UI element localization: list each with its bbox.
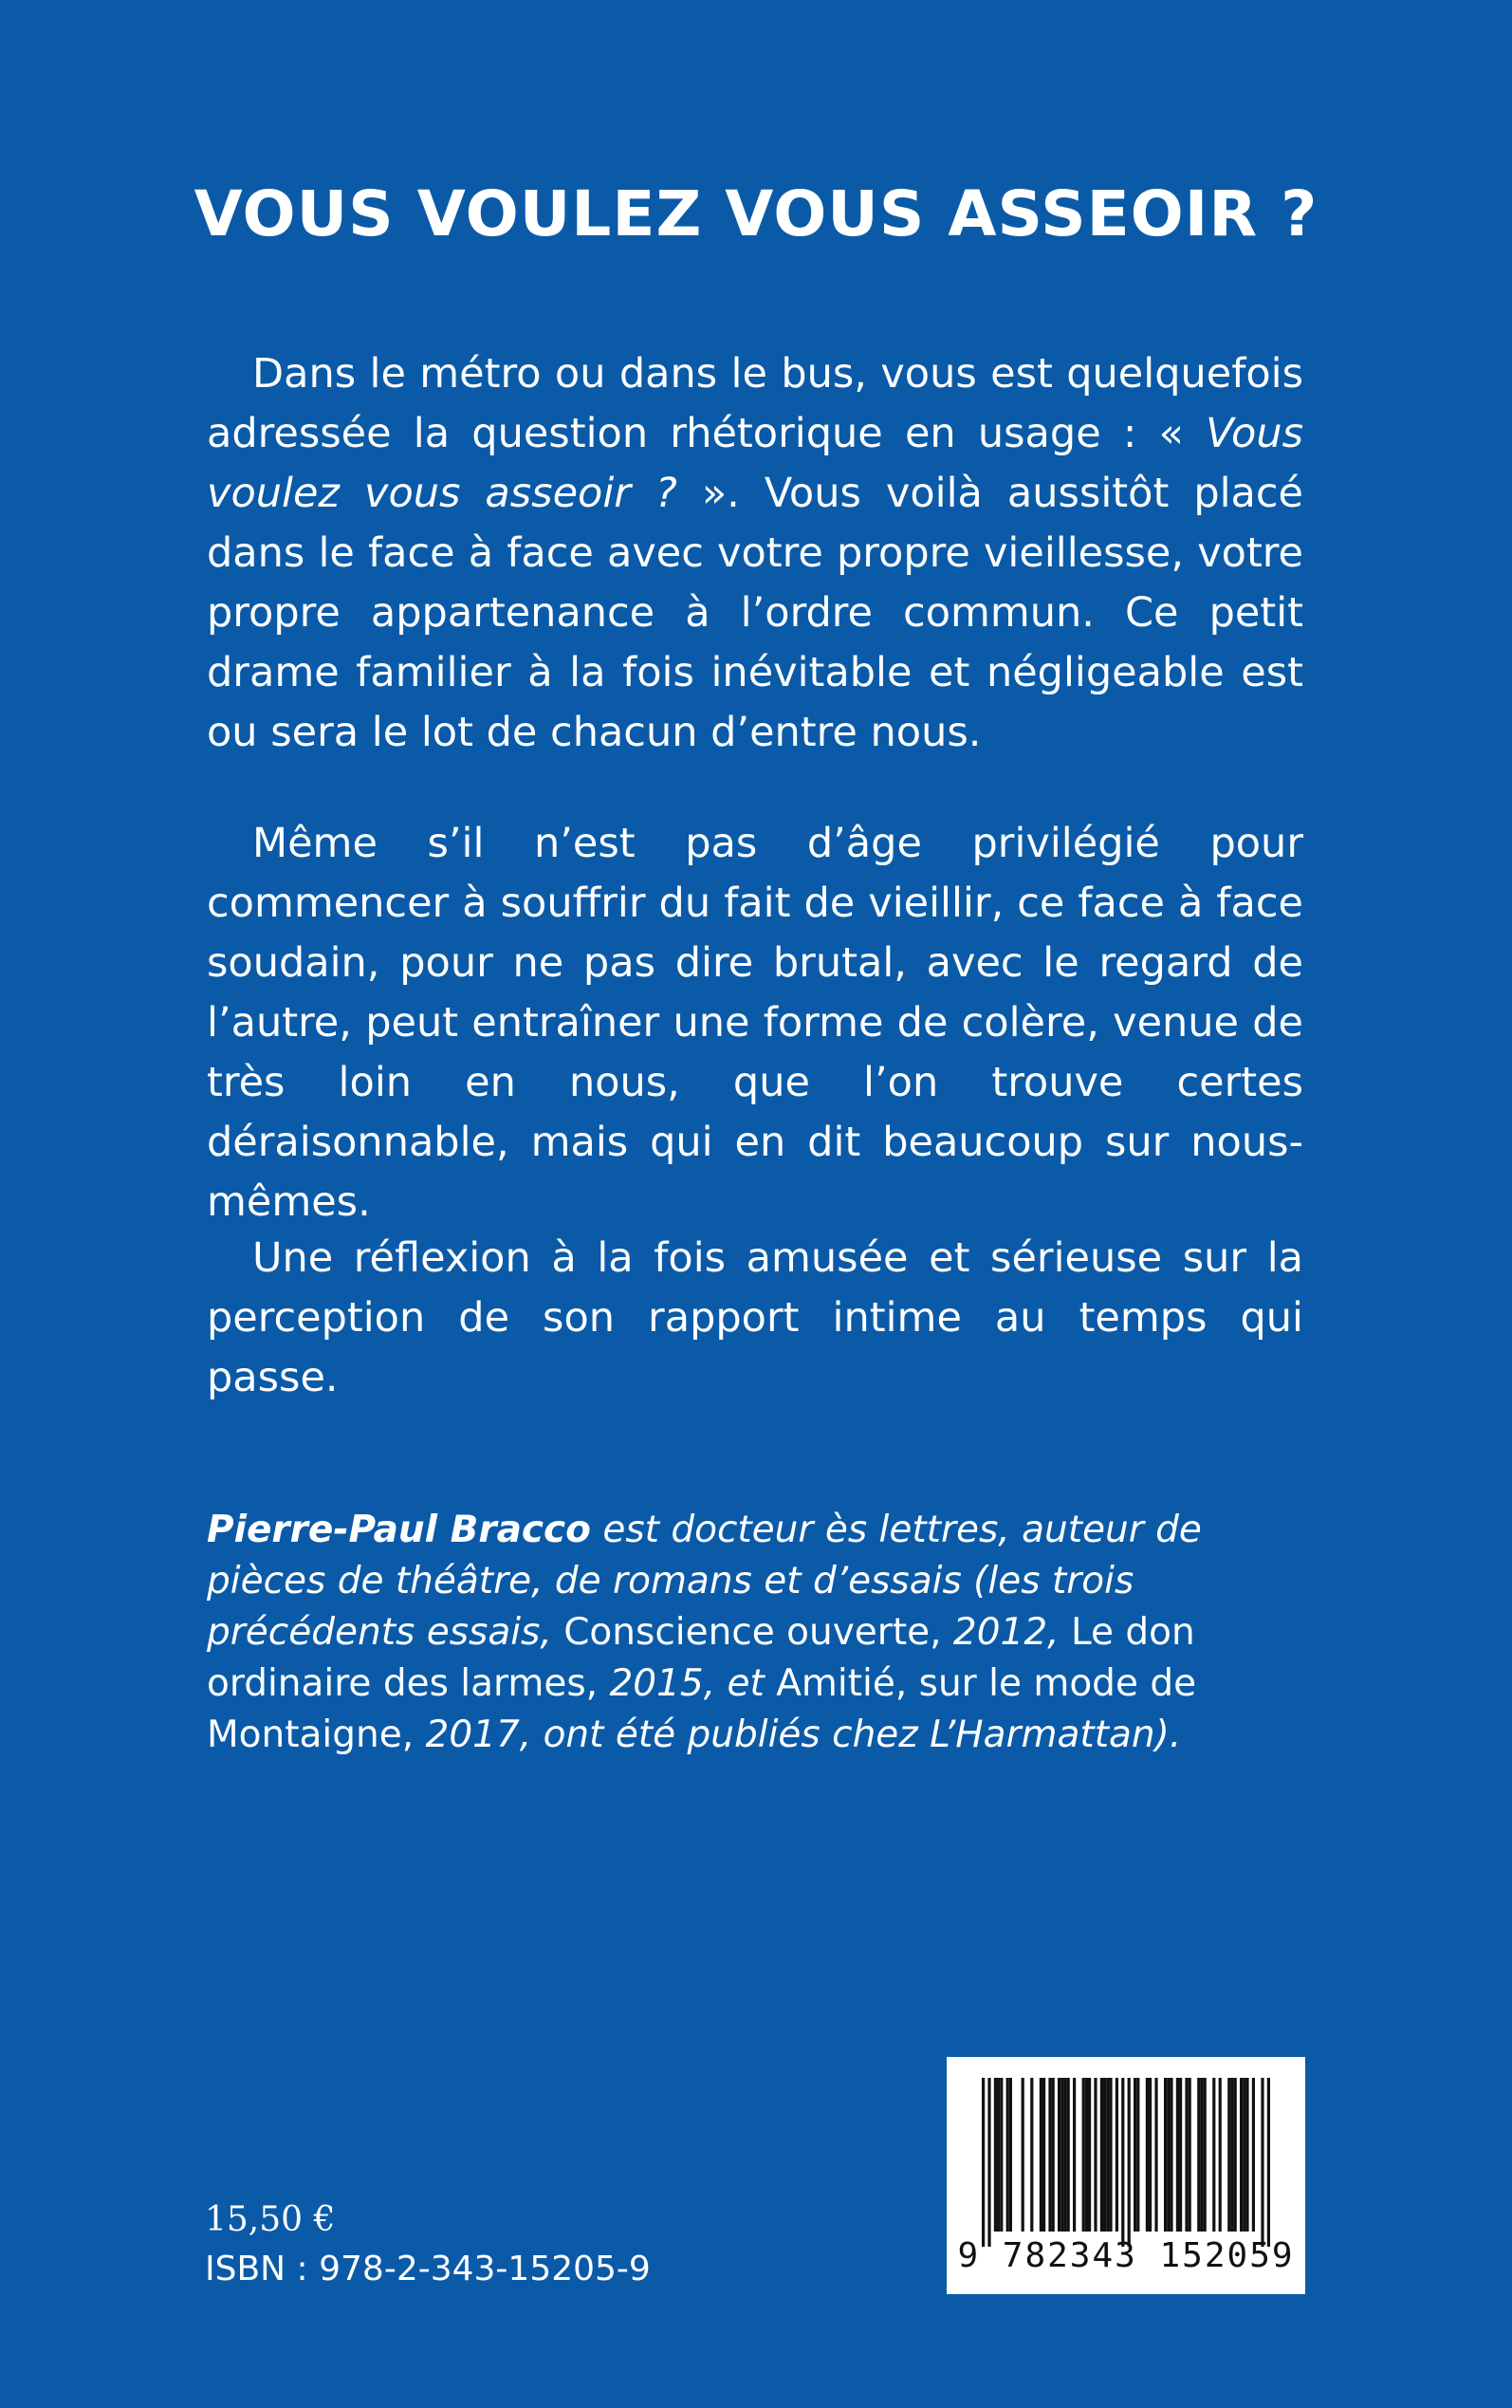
book-title-1: Conscience ouverte,: [563, 1611, 942, 1654]
barcode-bar: [1149, 2078, 1152, 2232]
summary-paragraph-3: Une réflexion à la fois amusée et sérieuse sur la perception de son rapport intime au temps qui passe.: [207, 1234, 1303, 1401]
barcode-bar: [1058, 2078, 1060, 2232]
barcode-bar: [1030, 2078, 1033, 2232]
barcode-bar: [997, 2078, 1000, 2232]
summary-paragraph-2: Même s’il n’est pas d’âge privilégié pour commencer à souffrir du fait de vieillir, ce face à face soudain, pour ne pas dire brutal, avec le regard de l’autre, peut entraîner une forme de colère, venue de très loin en nous, que l’on trouve certes déraisonnable, mais qui en dit beaucoup sur nous-mêmes.: [207, 820, 1303, 1226]
barcode-bar: [1048, 2078, 1051, 2232]
barcode-bar: [1146, 2078, 1149, 2232]
barcode-bar: [1073, 2078, 1076, 2232]
barcode-bar: [1185, 2078, 1188, 2232]
barcode-bar: [1000, 2078, 1003, 2232]
book-title-2: Le don ordinaire des larmes,: [207, 1611, 1195, 1705]
isbn: ISBN : 978-2-343-15205-9: [205, 2250, 651, 2288]
barcode-bar: [1219, 2078, 1222, 2232]
barcode-bar: [1060, 2078, 1063, 2232]
bio-text: est docteur ès lettres, auteur de pièces de théâtre, de romans et d’essais (les trois précédents essais,: [207, 1509, 1202, 1654]
barcode-bar: [1082, 2078, 1085, 2232]
barcode-bar: [1103, 2078, 1106, 2232]
barcode-bar: [994, 2078, 997, 2232]
barcode: [947, 2057, 1305, 2294]
barcode-bar: [1106, 2078, 1109, 2232]
barcode-bar: [1009, 2078, 1012, 2232]
barcode-bar: [1179, 2078, 1182, 2232]
barcode-bar: [1212, 2078, 1215, 2232]
barcode-bar: [1252, 2078, 1255, 2232]
barcode-bar: [1261, 2078, 1263, 2247]
barcode-bar: [1022, 2078, 1024, 2232]
barcode-bar: [1109, 2078, 1112, 2232]
barcode-bar: [982, 2078, 985, 2247]
bio-text: 2015, et: [598, 1662, 777, 1705]
barcode-bar: [1134, 2078, 1136, 2232]
barcode-bar: [1085, 2078, 1088, 2232]
author-bio: [207, 1505, 1303, 1761]
author-name: Pierre-Paul Bracco: [207, 1509, 591, 1551]
barcode-bar: [1100, 2078, 1103, 2232]
barcode-bar: [987, 2078, 990, 2247]
quoted-question: Vous voulez vous asseoir ?: [207, 410, 1303, 517]
barcode-bar: [1067, 2078, 1070, 2232]
barcode-bar: [1164, 2078, 1167, 2232]
summary-text: ». Vous voilà aussitôt placé dans le face à face avec votre propre vieillesse, votre propre appartenance à l’ordre commun. Ce petit drame familier à la fois inévitable et négligeable est ou sera le lot de chacun d’entre nous.: [207, 470, 1304, 756]
price: 15,50 €: [205, 2200, 336, 2239]
book-title: VOUS VOULEZ VOUS ASSEOIR ?: [194, 177, 1318, 250]
barcode-bar: [1240, 2078, 1243, 2232]
summary-paragraph-1: [207, 344, 1303, 763]
barcode-bar: [1243, 2078, 1245, 2232]
barcode-bar: [1052, 2078, 1055, 2232]
barcode-bar: [1121, 2078, 1124, 2247]
barcode-bar: [1234, 2078, 1237, 2232]
barcode-bar: [1204, 2078, 1207, 2232]
barcode-bar: [1042, 2078, 1045, 2232]
barcode-bar: [1267, 2078, 1270, 2247]
bio-text: 2012,: [941, 1611, 1071, 1654]
barcode-digits: 9 782343 152059: [957, 2236, 1295, 2275]
barcode-bar: [1189, 2078, 1191, 2232]
barcode-bar: [1136, 2078, 1139, 2232]
barcode-bar: [1063, 2078, 1066, 2232]
summary-text: Dans le métro ou dans le bus, vous est quelquefois adressée la question rhétorique en usage : «: [207, 350, 1303, 457]
barcode-bar: [1088, 2078, 1091, 2232]
barcode-bar: [1167, 2078, 1170, 2232]
barcode-bar: [1128, 2078, 1131, 2247]
barcode-bar: [1197, 2078, 1200, 2232]
barcode-bar: [1040, 2078, 1042, 2232]
barcode-bar: [1006, 2078, 1009, 2232]
barcode-bar: [1116, 2078, 1118, 2232]
barcode-bar: [1170, 2078, 1172, 2232]
barcode-bar: [1200, 2078, 1203, 2232]
barcode-bar: [1094, 2078, 1097, 2232]
barcode-bar: [1176, 2078, 1179, 2232]
book-title-3: Amitié, sur le mode de Montaigne,: [207, 1662, 1197, 1756]
barcode-bar: [1230, 2078, 1233, 2232]
barcode-bar: [1227, 2078, 1230, 2232]
bio-text: 2017, ont été publiés chez L’Harmattan).: [414, 1713, 1182, 1756]
barcode-bar: [1154, 2078, 1157, 2232]
barcode-bar: [1245, 2078, 1248, 2232]
